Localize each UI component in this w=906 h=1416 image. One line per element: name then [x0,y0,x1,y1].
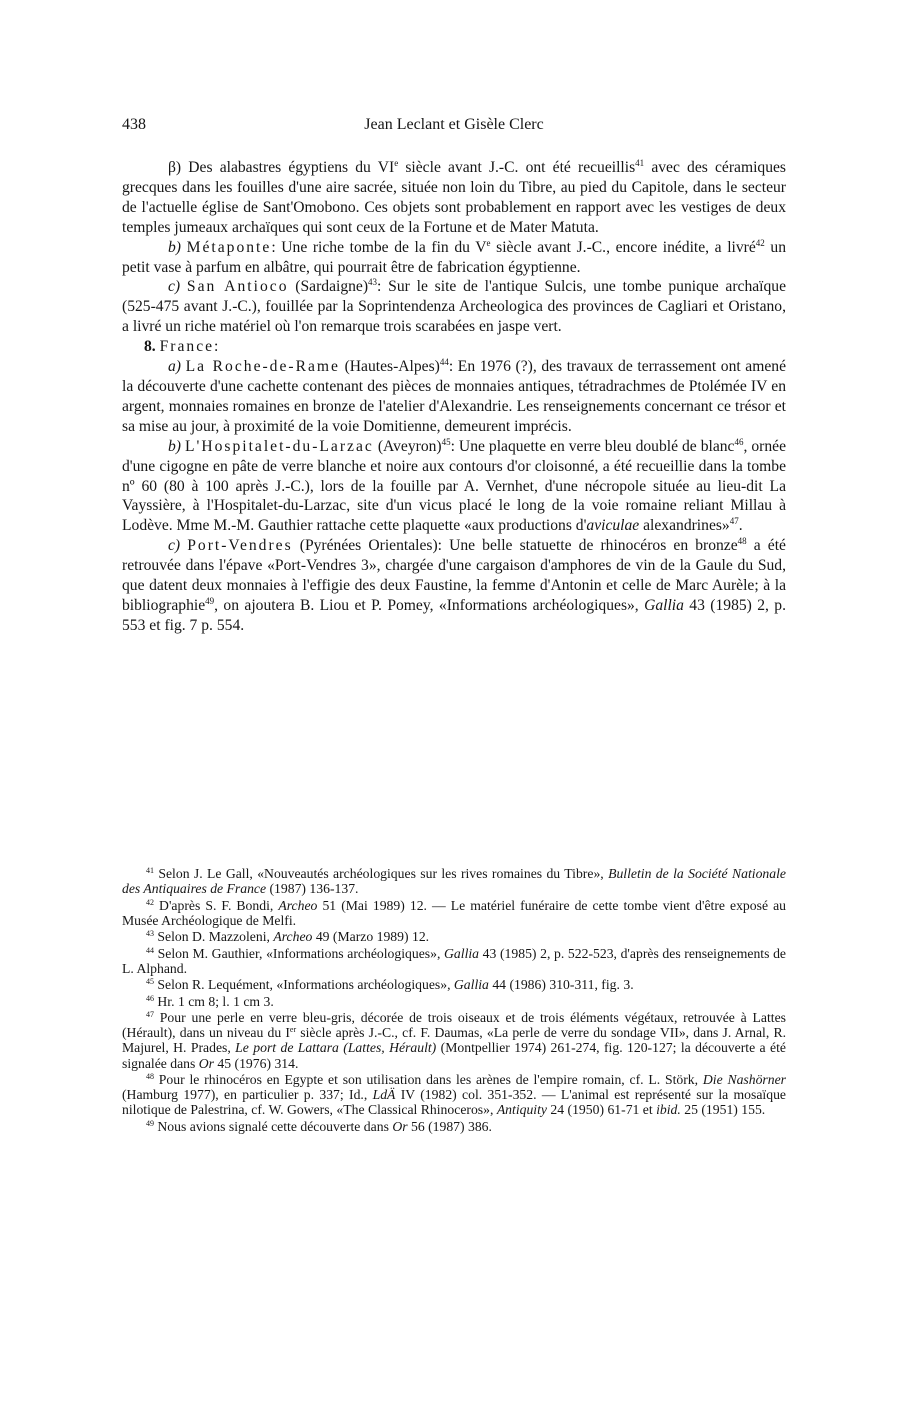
section-number: 8. [144,338,156,356]
page-header [122,116,786,138]
place-name: Port-Vendres [187,537,293,555]
place-name: L'Hospitalet-du-Larzac [185,437,374,455]
footnote-48: $^{48}$ Pour le rhinocéros en Egypte et son utilisation dans les arènes de l'empire romain, cf. L. Störk, Die Nashörner (Hamburg 1977), en particulier p. 337; Id., LdÄ IV (1982) col. 351-352. — L'animal est représenté sur la mosaïque nilotique de Palestrina, cf. W. Gowers, «The Classical Rhinoceros», Antiquity 24 (1950) 61-71 et ibid. 25 (1951) 155. [122,1071,787,1118]
section-title: France: [159,338,221,356]
place-name: Métaponte [186,238,272,256]
footnote-ref-48[interactable]: 48 [737,536,747,547]
page-number: 438 [122,116,146,133]
section-heading-france [122,337,786,357]
footnote-42: $^{42}$ D'après S. F. Bondi, Archeo 51 (Mai 1989) 12. — Le matériel funéraire de cette tombe vient d'être exposé au Musée Archéologique de Melfi. [122,897,786,928]
running-title: Jean Leclant et Gisèle Clerc [364,116,544,133]
paragraph-san-antioco: c) San Antioco (Sardaigne)$^{43}$: Sur le site de l'antique Sulcis, une tombe punique archaïque (525-475 avant J.-C.), fouillée par la Soprintendenza Archeologica des provinces de Cagliari et Oristano, a livré un riche matériel où l'on remarque trois scarabées en jaspe vert. [122,277,787,336]
paragraph-beta: β) Des alabastres égyptiens du VIe siècle avant J.-C. ont été recueillis$^{41}$ avec des céramiques grecques dans les fouilles d'une aire sacrée, située non loin du Tibre, au pied du Capitole, dans le secteur de l'actuelle église de Sant'Omobono. Ces objets sont probablement en rapport avec les vestiges de deux temples jumeaux archaïques qui sont ceux de la Fortune et de Mater Matuta. [122,158,786,236]
paragraph-hospitalet: b) L'Hospitalet-du-Larzac (Aveyron)$^{45}$: Une plaquette en verre bleu doublé de blanc$^{46}$, ornée d'une cigogne en pâte de verre blanche et noire aux contours d'or cloisonné, a été recueillie dans la tombe nº 60 (80 à 100 après J.-C.), lors de la fouille par A. Vernhet, d'une nécropole située au lieu-dit La Vayssière, à l'Hospitalet-du-Larzac, site d'un vicus placé le long de la voie romaine reliant Millau à Lodève. Mme M.-M. Gauthier rattache cette plaquette «aux productions d'aviculae alexandrines»$^{47}$. [122,436,786,535]
place-name: La Roche-de-Rame [185,358,340,376]
paragraph-port-vendres: c) Port-Vendres (Pyrénées Orientales): Une belle statuette de rhinocéros en bronze$^{48}$ a été retrouvée dans l'épave «Port-Vendres 3», chargée d'une cargaison d'amphores de vin de la Gaule du Sud, que datent deux monnaies à l'effigie des deux Faustine, la femme d'Antonin et celle de Marc Aurèle; à la bibliographie$^{49}$, on ajoutera B. Liou et P. Pomey, «Informations archéologiques», Gallia 43 (1985) 2, p. 553 et fig. 7 p. 554. [122,536,786,634]
footnote-ref-44[interactable]: 44 [439,357,449,368]
footnote-ref-45[interactable]: 45 [441,436,451,447]
footnote-ref-46[interactable]: 46 [734,436,744,447]
paragraph-roche-de-rame: a) La Roche-de-Rame (Hautes-Alpes)$^{44}$: En 1976 (?), des travaux de terrassement ont amené la découverte d'une cachette contenant des pièces de monnaies antiques, tétradrachmes de Ptolémée IV en argent, monnaies romaines en bronze de l'atelier d'Alexandrie. Les renseignements concernant ce trésor et sa mise au jour, à proximité de la voie Domitienne, demeurent imprécis. [122,357,786,435]
footnote-ref-41[interactable]: 41 [635,158,645,168]
main-text [122,158,786,636]
footnote-49: $^{49}$ Nous avions signalé cette découverte dans Or 56 (1987) 386. [146,1118,492,1134]
paragraph-metaponte: b) Métaponte: Une riche tombe de la fin du Ve siècle avant J.-C., encore inédite, a livré$^{42}$ un petit vase à parfum en albâtre, qui pourrait être de fabrication égyptienne. [122,237,787,276]
footnote-ref-43[interactable]: 43 [368,277,378,288]
footnote-ref-47[interactable]: 47 [729,516,739,527]
footnote-45: $^{45}$ Selon R. Lequément, «Informations archéologiques», Gallia 44 (1986) 310-311, fig. 3. [146,977,634,993]
footnotes [122,866,786,1135]
footnote-47: $^{47}$ Pour une perle en verre bleu-gris, décorée de trois oiseaux et de trois éléments végétaux, retrouvée à Lattes (Hérault), dans un niveau du Ier siècle après J.-C., cf. F. Daumas, «La perle de verre du sondage VII», dans J. Arnal, R. Majurel, H. Prades, Le port de Lattara (Lattes, Hérault) (Montpellier 1974) 261-274, fig. 120-127; la découverte a été signalée dans Or 45 (1976) 314. [122,1009,786,1071]
footnote-46: $^{46}$ Hr. 1 cm 8; l. 1 cm 3. [146,993,274,1009]
footnote-ref-49[interactable]: 49 [205,595,215,606]
footnote-43: $^{43}$ Selon D. Mazzoleni, Archeo 49 (Marzo 1989) 12. [146,929,430,945]
footnote-ref-42[interactable]: 42 [755,237,765,248]
footnote-44: $^{44}$ Selon M. Gauthier, «Informations archéologiques», Gallia 43 (1985) 2, p. 522-523, d'après des renseignements de L. Alphand. [122,945,786,976]
place-name: San Antioco [186,278,289,296]
footnote-41: $^{41}$ Selon J. Le Gall, «Nouveautés archéologiques sur les rives romaines du Tibre», Bulletin de la Société Nationale des Antiquaires de France (1987) 136-137. [122,866,786,897]
